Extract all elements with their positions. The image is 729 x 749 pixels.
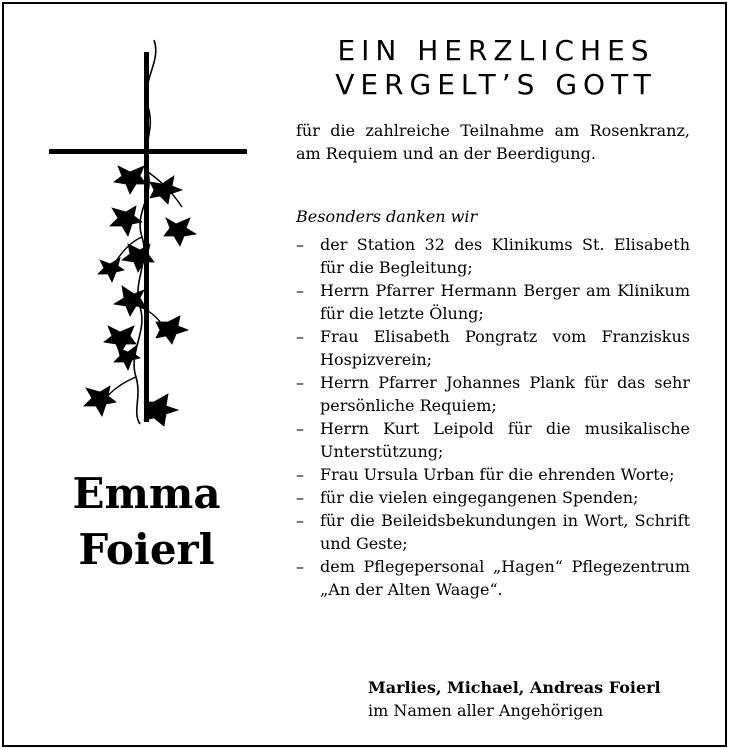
title-line-2: VERGELT’S GOTT [335, 68, 657, 101]
obituary-frame [2, 2, 727, 747]
list-item: – Herrn Kurt Leipold für die musikalische Unterstützung; [296, 419, 690, 461]
deceased-first-name: Emma [72, 469, 221, 518]
intro-text: für die zahlreiche Teilnahme am Rosenkranz, am Requiem und an der Beerdigung. [296, 121, 690, 163]
list-item: – Herrn Pfarrer Johannes Plank für das sehr persönliche Requiem; [296, 373, 690, 415]
signature-names: Marlies, Michael, Andreas Foierl [368, 678, 661, 697]
list-item: – für die Beileidsbekundungen in Wort, Schrift und Geste; [296, 511, 690, 553]
deceased-last-name: Foierl [78, 525, 215, 574]
signature-subtitle: im Namen aller Angehörigen [368, 701, 604, 720]
signature [368, 676, 698, 722]
list-item: – Frau Ursula Urban für die ehrenden Worte; [296, 465, 675, 484]
deceased-name [44, 466, 249, 578]
cross-with-ivy-icon [44, 32, 254, 432]
page-title [296, 34, 696, 102]
list-item: – der Station 32 des Klinikums St. Elisabeth für die Begleitung; [296, 235, 690, 277]
cross-illustration [44, 32, 254, 432]
thanks-list [296, 233, 690, 601]
list-item: – Herrn Pfarrer Hermann Berger am Klinikum für die letzte Ölung; [296, 281, 690, 323]
cross-horizontal-beam [49, 149, 247, 154]
ivy-leaves [84, 166, 196, 426]
list-item: – dem Pflegepersonal „Hagen“ Pflegezentrum „An der Alten Waage“. [296, 557, 690, 599]
thanks-title: Besonders danken wir [296, 207, 478, 226]
list-item: – Frau Elisabeth Pongratz vom Franziskus Hospizverein; [296, 327, 690, 369]
list-item: – für die vielen eingegangenen Spenden; [296, 488, 639, 507]
title-line-1: EIN HERZLICHES [337, 34, 655, 67]
